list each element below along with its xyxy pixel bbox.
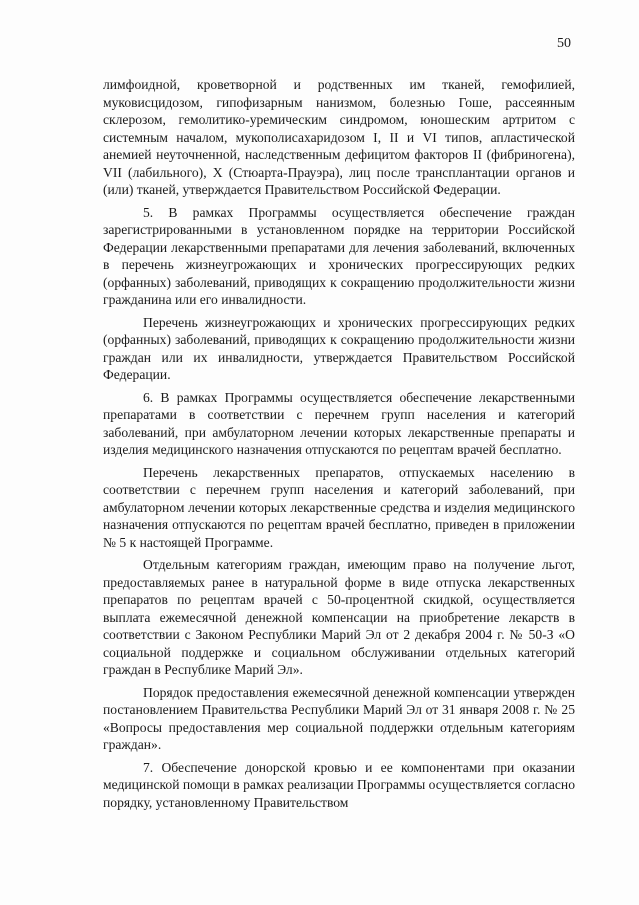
paragraph: 5. В рамках Программы осуществляется обеспечение граждан зарегистрированными в установленном порядке на территории Российской Федерации лекарственными препаратами для лечения заболеваний, включенных в перечень жизнеугрожающих и хронических прогрессирующих редких (орфанных) заболеваний, приводящих к сокращению продолжительности жизни гражданина или его инвалидности.	[103, 204, 575, 307]
paragraph: Порядок предоставления ежемесячной денежной компенсации утвержден постановлением Правительства Республики Марий Эл от 31 января 2008 г. № 25 «Вопросы предоставления мер социальной поддержки отдельным категориям граждан».	[103, 684, 575, 752]
paragraph: 7. Обеспечение донорской кровью и ее компонентами при оказании медицинской помощи в рамках реализации Программы осуществляется согласно порядку, установленному Правительством	[103, 759, 575, 810]
paragraph: Перечень лекарственных препаратов, отпускаемых населению в соответствии с перечнем групп населения и категорий заболеваний, при амбулаторном лечении которых лекарственные средства и изделия медицинского назначения отпускаются по рецептам врачей бесплатно, приведен в приложении № 5 к настоящей Программе.	[103, 464, 575, 550]
paragraph: Отдельным категориям граждан, имеющим право на получение льгот, предоставляемых ранее в натуральной форме в виде отпуска лекарственных препаратов по рецептам врачей с 50-процентной скидкой, осуществляется выплата ежемесячной денежной компенсации на приобретение лекарств в соответствии с Законом Республики Марий Эл от 2 декабря 2004 г. № 50-З «О социальной поддержке и социальном обслуживании отдельных категорий граждан в Республике Марий Эл».	[103, 557, 575, 677]
paragraph: 6. В рамках Программы осуществляется обеспечение лекарственными препаратами в соответствии с перечнем групп населения и категорий заболеваний, при амбулаторном лечении которых лекарственные препараты и изделия медицинского назначения отпускаются по рецептам врачей бесплатно.	[103, 389, 575, 457]
page-number: 50	[557, 36, 571, 51]
paragraph: лимфоидной, кроветворной и родственных им тканей, гемофилией, муковисцидозом, гипофизарным нанизмом, болезнью Гоше, рассеянным склерозом, гемолитико-уремическим синдромом, юношеским артритом с системным началом, мукополисахаридозом I, II и VI типов, апластической анемией неуточненной, наследственным дефицитом факторов II (фибриногена), VII (лабильного), X (Стюарта-Прауэра), лиц после трансплантации органов и (или) тканей, утверждается Правительством Российской Федерации.	[103, 77, 575, 197]
document-body	[103, 76, 575, 816]
paragraph: Перечень жизнеугрожающих и хронических прогрессирующих редких (орфанных) заболеваний, приводящих к сокращению продолжительности жизни граждан или их инвалидности, утверждается Правительством Российской Федерации.	[103, 314, 575, 382]
